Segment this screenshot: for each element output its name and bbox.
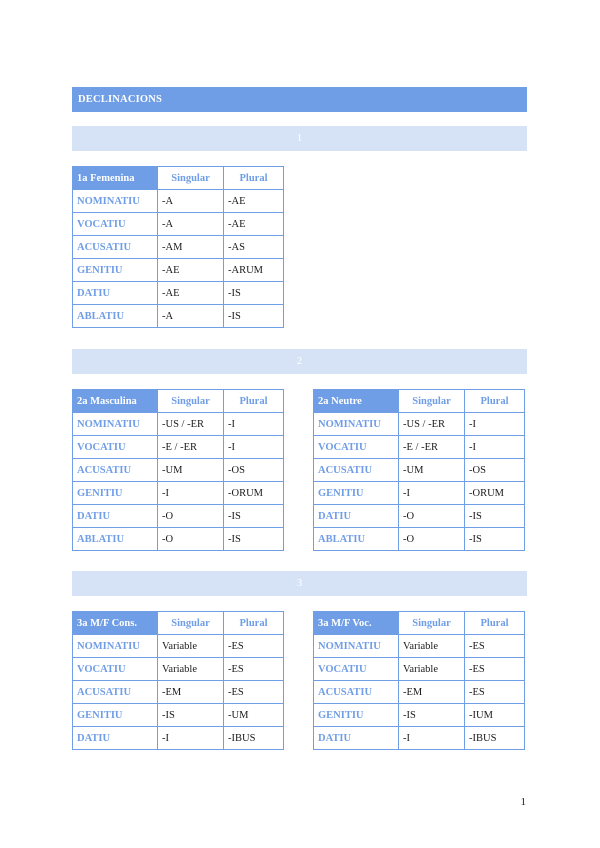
- case-label: GENITIU: [314, 482, 399, 505]
- page-title: DECLINACIONS: [72, 87, 527, 112]
- section-header-2: 2: [72, 349, 527, 374]
- table-1a-femenina: [72, 166, 284, 328]
- column-header-singular: Singular: [399, 390, 465, 413]
- column-header-plural: Plural: [224, 612, 284, 635]
- case-label: ACUSATIU: [314, 681, 399, 704]
- table-row: [314, 482, 525, 505]
- column-header-singular: Singular: [158, 390, 224, 413]
- singular-ending: -AE: [158, 259, 224, 282]
- column-header-singular: Singular: [158, 612, 224, 635]
- case-label: NOMINATIU: [73, 635, 158, 658]
- plural-ending: -AE: [224, 190, 284, 213]
- table-3a-mf-voc: [313, 611, 525, 750]
- plural-ending: -I: [224, 436, 284, 459]
- case-label: ABLATIU: [73, 528, 158, 551]
- table-row: [73, 436, 284, 459]
- singular-ending: -I: [399, 727, 465, 750]
- plural-ending: -ARUM: [224, 259, 284, 282]
- plural-ending: -ES: [465, 658, 525, 681]
- plural-ending: -IS: [224, 505, 284, 528]
- table-row: [73, 305, 284, 328]
- singular-ending: Variable: [399, 658, 465, 681]
- table-3a-mf-cons: [72, 611, 284, 750]
- table-2a-masculina: [72, 389, 284, 551]
- singular-ending: Variable: [399, 635, 465, 658]
- singular-ending: -IS: [158, 704, 224, 727]
- singular-ending: -A: [158, 305, 224, 328]
- plural-ending: -AE: [224, 213, 284, 236]
- plural-ending: -IS: [224, 305, 284, 328]
- plural-ending: -IS: [465, 505, 525, 528]
- singular-ending: -UM: [399, 459, 465, 482]
- case-label: ABLATIU: [73, 305, 158, 328]
- table-row: [314, 528, 525, 551]
- case-label: ACUSATIU: [314, 459, 399, 482]
- singular-ending: -UM: [158, 459, 224, 482]
- case-label: ACUSATIU: [73, 459, 158, 482]
- table-row: [314, 727, 525, 750]
- case-label: VOCATIU: [314, 436, 399, 459]
- singular-ending: Variable: [158, 658, 224, 681]
- case-label: DATIU: [73, 505, 158, 528]
- singular-ending: -AM: [158, 236, 224, 259]
- plural-ending: -ES: [224, 658, 284, 681]
- plural-ending: -ORUM: [224, 482, 284, 505]
- table-header-row: [73, 167, 284, 190]
- singular-ending: -O: [399, 505, 465, 528]
- plural-ending: -OS: [465, 459, 525, 482]
- table-row: [73, 259, 284, 282]
- case-label: ABLATIU: [314, 528, 399, 551]
- case-label: VOCATIU: [73, 658, 158, 681]
- table-row: [73, 413, 284, 436]
- column-header-singular: Singular: [399, 612, 465, 635]
- plural-ending: -ES: [224, 635, 284, 658]
- table-header-row: [314, 612, 525, 635]
- singular-ending: Variable: [158, 635, 224, 658]
- table-row: [314, 436, 525, 459]
- column-header-plural: Plural: [224, 167, 284, 190]
- case-label: VOCATIU: [73, 213, 158, 236]
- page-number: 1: [520, 796, 526, 808]
- table-2a-neutre: [313, 389, 525, 551]
- case-label: GENITIU: [73, 259, 158, 282]
- singular-ending: -US / -ER: [399, 413, 465, 436]
- singular-ending: -A: [158, 213, 224, 236]
- case-label: NOMINATIU: [314, 413, 399, 436]
- plural-ending: -IS: [224, 528, 284, 551]
- table-row: [314, 635, 525, 658]
- plural-ending: -I: [224, 413, 284, 436]
- plural-ending: -IS: [224, 282, 284, 305]
- plural-ending: -ES: [224, 681, 284, 704]
- case-label: DATIU: [314, 505, 399, 528]
- table-row: [73, 681, 284, 704]
- table-row: [73, 459, 284, 482]
- singular-ending: -I: [158, 727, 224, 750]
- table-row: [73, 528, 284, 551]
- table-title: 2a Neutre: [314, 390, 399, 413]
- singular-ending: -O: [399, 528, 465, 551]
- table-row: [73, 658, 284, 681]
- plural-ending: -ES: [465, 681, 525, 704]
- table-row: [73, 482, 284, 505]
- case-label: DATIU: [314, 727, 399, 750]
- table-header-row: [73, 390, 284, 413]
- plural-ending: -OS: [224, 459, 284, 482]
- singular-ending: -I: [158, 482, 224, 505]
- column-header-plural: Plural: [465, 612, 525, 635]
- singular-ending: -AE: [158, 282, 224, 305]
- table-title: 1a Femenina: [73, 167, 158, 190]
- singular-ending: -O: [158, 505, 224, 528]
- table-row: [314, 413, 525, 436]
- table-row: [73, 727, 284, 750]
- table-row: [73, 236, 284, 259]
- table-title: 3a M/F Cons.: [73, 612, 158, 635]
- table-row: [314, 505, 525, 528]
- table-row: [314, 459, 525, 482]
- plural-ending: -IBUS: [465, 727, 525, 750]
- table-header-row: [73, 612, 284, 635]
- plural-ending: -I: [465, 436, 525, 459]
- singular-ending: -E / -ER: [399, 436, 465, 459]
- singular-ending: -A: [158, 190, 224, 213]
- singular-ending: -IS: [399, 704, 465, 727]
- case-label: GENITIU: [73, 482, 158, 505]
- singular-ending: -O: [158, 528, 224, 551]
- column-header-singular: Singular: [158, 167, 224, 190]
- table-header-row: [314, 390, 525, 413]
- table-row: [314, 658, 525, 681]
- column-header-plural: Plural: [224, 390, 284, 413]
- plural-ending: -ORUM: [465, 482, 525, 505]
- case-label: NOMINATIU: [314, 635, 399, 658]
- table-row: [73, 213, 284, 236]
- table-title: 2a Masculina: [73, 390, 158, 413]
- plural-ending: -UM: [224, 704, 284, 727]
- table-row: [314, 704, 525, 727]
- singular-ending: -EM: [399, 681, 465, 704]
- case-label: GENITIU: [73, 704, 158, 727]
- singular-ending: -I: [399, 482, 465, 505]
- plural-ending: -IS: [465, 528, 525, 551]
- plural-ending: -IBUS: [224, 727, 284, 750]
- case-label: DATIU: [73, 282, 158, 305]
- case-label: GENITIU: [314, 704, 399, 727]
- section-header-1: 1: [72, 126, 527, 151]
- plural-ending: -ES: [465, 635, 525, 658]
- section-header-3: 3: [72, 571, 527, 596]
- case-label: VOCATIU: [73, 436, 158, 459]
- singular-ending: -US / -ER: [158, 413, 224, 436]
- table-row: [73, 635, 284, 658]
- case-label: DATIU: [73, 727, 158, 750]
- case-label: ACUSATIU: [73, 681, 158, 704]
- table-title: 3a M/F Voc.: [314, 612, 399, 635]
- singular-ending: -EM: [158, 681, 224, 704]
- plural-ending: -AS: [224, 236, 284, 259]
- table-row: [73, 505, 284, 528]
- table-row: [73, 190, 284, 213]
- table-row: [73, 282, 284, 305]
- case-label: ACUSATIU: [73, 236, 158, 259]
- case-label: VOCATIU: [314, 658, 399, 681]
- plural-ending: -I: [465, 413, 525, 436]
- table-row: [73, 704, 284, 727]
- case-label: NOMINATIU: [73, 190, 158, 213]
- plural-ending: -IUM: [465, 704, 525, 727]
- table-row: [314, 681, 525, 704]
- column-header-plural: Plural: [465, 390, 525, 413]
- case-label: NOMINATIU: [73, 413, 158, 436]
- singular-ending: -E / -ER: [158, 436, 224, 459]
